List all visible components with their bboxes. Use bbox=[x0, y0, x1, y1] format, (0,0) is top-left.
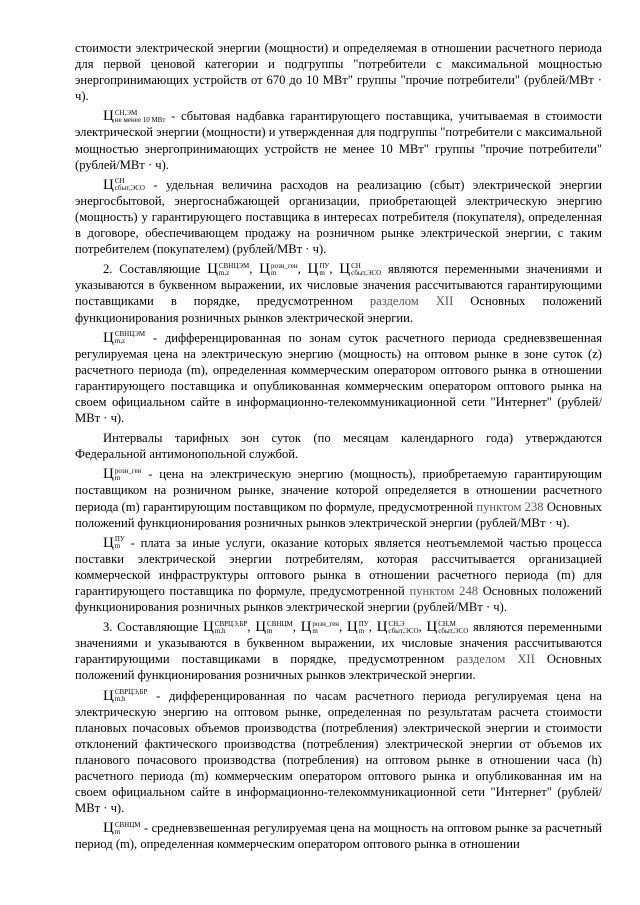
paragraph-4 bbox=[75, 330, 602, 427]
formula-symbol bbox=[203, 619, 247, 635]
text-run: - сбытовая надбавка гарантирующего поставщика, учитываемая в стоимости электрической энергии (мощности) и утвержденная для подгруппы "потребители с максимальной мощностью энергопринимающих устройств не менее 10 МВт" группы "прочие потребители" (рублей/МВт · ч). bbox=[75, 109, 602, 172]
formula-symbol bbox=[103, 535, 125, 551]
symbol-subscript: m,z bbox=[218, 268, 230, 277]
symbol-subscript: сбыт,ЭСО bbox=[438, 626, 469, 635]
paragraph-0 bbox=[75, 40, 602, 104]
text-run: , bbox=[418, 620, 427, 635]
symbol-subscript: m bbox=[267, 626, 273, 635]
formula-symbol bbox=[339, 261, 381, 277]
symbol-superscript: СВНЦМ bbox=[267, 619, 293, 628]
symbol-base: Ц bbox=[103, 466, 114, 483]
formula-symbol bbox=[207, 261, 249, 277]
symbol-superscript: СВРЦЭ,БР bbox=[214, 619, 248, 628]
formula-symbol bbox=[301, 619, 340, 635]
formula-symbol bbox=[103, 108, 165, 124]
symbol-subscript: сбыт,ЭСО bbox=[114, 184, 145, 193]
symbol-base: Ц bbox=[300, 619, 312, 636]
text-run: , bbox=[329, 262, 340, 277]
paragraph-5 bbox=[75, 430, 602, 462]
formula-symbol bbox=[103, 330, 145, 346]
symbol-base: Ц bbox=[103, 820, 114, 837]
symbol-subscript: m bbox=[270, 268, 277, 277]
symbol-superscript: розн_ген bbox=[270, 261, 298, 270]
document-page bbox=[75, 40, 602, 857]
text-run: , bbox=[292, 620, 301, 635]
symbol-base: Ц bbox=[103, 687, 114, 704]
symbol-subscript: m bbox=[114, 827, 121, 836]
symbol-base: Ц bbox=[103, 176, 114, 193]
text-run: Основных положений функционирования розничных рынков электрической энергии (рублей/МВт · ч). bbox=[75, 499, 602, 530]
formula-symbol bbox=[255, 619, 293, 635]
symbol-subscript: сбыт,ЭСО bbox=[351, 268, 382, 277]
symbol-subscript: m bbox=[114, 542, 121, 551]
symbol-superscript: СВНЦЭМ bbox=[114, 330, 146, 339]
symbol-superscript: розн_ген bbox=[114, 466, 142, 475]
symbol-base: Ц bbox=[307, 261, 319, 278]
symbol-superscript: ПУ bbox=[114, 535, 125, 544]
symbol-base: Ц bbox=[255, 619, 267, 636]
symbol-superscript: СН bbox=[114, 177, 125, 186]
text-run: являются переменными значениями и указываются в буквенном выражении, их числовые значения рассчитываются гарантирующими поставщиками в порядке, предусмотренном bbox=[75, 262, 603, 309]
paragraph-3 bbox=[75, 261, 602, 325]
paragraph-6 bbox=[75, 466, 602, 530]
text-run: - цена на электрическую энергию (мощность), приобретаемую гарантирующим поставщиком на розничном рынке, значение которой определяется в отношении расчетного периода (m) гарантирующим поставщиком по формуле, предусмотренной bbox=[75, 467, 602, 514]
symbol-base: Ц bbox=[426, 619, 438, 636]
text-run: Основных положений функционирования розничных рынков электрической энергии. bbox=[75, 294, 602, 325]
text-run: 3. Составляющие bbox=[103, 620, 203, 635]
symbol-base: Ц bbox=[207, 261, 218, 278]
symbol-base: Ц bbox=[376, 619, 388, 636]
paragraph-2 bbox=[75, 177, 602, 257]
formula-symbol bbox=[259, 261, 298, 277]
text-run: 2. Составляющие bbox=[103, 262, 208, 277]
symbol-subscript: m,h bbox=[214, 626, 226, 635]
symbol-subscript: m bbox=[312, 626, 318, 635]
symbol-base: Ц bbox=[103, 108, 114, 125]
formula-symbol bbox=[426, 619, 468, 635]
text-run: стоимости электрической энергии (мощности) и определяемая в отношении расчетного периода для первой ценовой категории и подгруппы "потребители с максимальной мощностью энергопринимающих устройств от 670 до 10 МВт" группы "прочие потребители" (рублей/МВт · ч). bbox=[75, 41, 602, 104]
symbol-subscript: m bbox=[319, 268, 325, 277]
symbol-base: Ц bbox=[339, 261, 351, 278]
symbol-superscript: розн_ген bbox=[312, 619, 340, 628]
formula-symbol bbox=[103, 177, 145, 193]
text-run: - средневзвешенная регулируемая цена на мощность на оптовом рынке за расчетный период (m), определенная коммерческим оператором оптового рынка в отношении bbox=[75, 821, 602, 852]
paragraph-8 bbox=[75, 619, 602, 683]
symbol-superscript: СВРЦЭ,БР bbox=[114, 688, 148, 697]
text-run: - удельная величина расходов на реализацию (сбыт) электрической энергии энергосбытовой, энергоснабжающей организации, приобретающей электрическую энергию (мощность) у гарантирующего поставщика в интересах потребителя (покупателя), определенная в договоре, обеспечивающем продажу на розничном рынке электрической энергии, с таким потребителем (покупателем) (рублей/МВт · ч). bbox=[75, 177, 602, 257]
text-run: Основных положений функционирования розничных рынков электрической энергии (рублей/МВт · ч). bbox=[75, 584, 602, 615]
text-run: , bbox=[368, 620, 377, 635]
law-reference-link[interactable]: разделом XII bbox=[369, 294, 454, 309]
symbol-superscript: ПУ bbox=[358, 619, 369, 628]
text-run: - дифференцированная по часам расчетного периода регулируемая цена на электрическую энергию на оптовом рынке, определенная по результатам расчета стоимости плановых почасовых объемов производства (потребления) электрической энергии и стоимости отклонений фактического производства (потребления) электрической энергии от объемов их планового почасового производства (потребления) на оптовом рынке в отношении часа (h) расчетного периода (m) коммерческим оператором оптового рынка и опубликованная им на своем официальном сайте в информационно-телекоммуникационной сети "Интернет" (рублей/МВт · ч). bbox=[75, 688, 602, 816]
text-run: , bbox=[339, 620, 347, 635]
symbol-subscript: не менее 10 МВт bbox=[114, 115, 166, 124]
symbol-superscript: ПУ bbox=[319, 261, 330, 270]
symbol-subscript: m bbox=[358, 626, 365, 635]
symbol-base: Ц bbox=[259, 261, 270, 278]
formula-symbol bbox=[103, 466, 142, 482]
text-run: являются переменными значениями и указываются в буквенном выражении, их числовые значения рассчитываются гарантирующими поставщиками в порядке, предусмотренном bbox=[75, 620, 602, 667]
paragraph-1 bbox=[75, 108, 602, 172]
symbol-base: Ц bbox=[202, 619, 214, 636]
paragraph-10 bbox=[75, 820, 602, 852]
paragraph-9 bbox=[75, 688, 602, 817]
symbol-subscript: m bbox=[114, 473, 121, 482]
law-reference-link[interactable]: пунктом 238 bbox=[476, 499, 544, 514]
symbol-superscript: СН bbox=[351, 261, 361, 270]
symbol-base: Ц bbox=[103, 534, 114, 551]
symbol-base: Ц bbox=[346, 619, 358, 636]
text-run: - плата за иные услуги, оказание которых является неотъемлемой частью процесса поставки электрической энергии потребителям, которая рассчитывается организацией коммерческой инфраструктуры оптового рынка в отношении расчетного периода (m) для гарантирующего поставщика по формуле, предусмотренной bbox=[75, 535, 602, 598]
symbol-subscript: сбыт,ЭСО bbox=[388, 626, 419, 635]
symbol-superscript: СН,ЭМ bbox=[114, 108, 138, 117]
paragraph-7 bbox=[75, 535, 602, 615]
text-run: , bbox=[297, 262, 308, 277]
text-run: - дифференцированная по зонам суток расчетного периода средневзвешенная регулируемая цена на электрическую энергию (мощность) на оптовом рынке в зоне суток (z) расчетного периода (m), определенная коммерческим оператором оптового рынка в отношении гарантирующего поставщика и опубликованная коммерческим оператором оптового рынка на своем официальном сайте в информационно-телекоммуникационной сети "Интернет" (рублей/МВт · ч). bbox=[75, 330, 602, 426]
law-reference-link[interactable]: разделом XII bbox=[456, 652, 535, 667]
formula-symbol bbox=[377, 619, 419, 635]
formula-symbol bbox=[103, 688, 147, 704]
text-run: , bbox=[249, 262, 260, 277]
symbol-superscript: СВНЦЭМ bbox=[218, 261, 250, 270]
text-run: Основных положений функционирования розничных рынков электрической энергии. bbox=[75, 652, 602, 683]
symbol-subscript: m,h bbox=[114, 695, 126, 704]
symbol-base: Ц bbox=[103, 329, 114, 346]
text-run: Интервалы тарифных зон суток (по месяцам календарного года) утверждаются Федеральной антимонопольной службой. bbox=[75, 431, 602, 462]
formula-symbol bbox=[308, 261, 330, 277]
formula-symbol bbox=[103, 820, 141, 836]
law-reference-link[interactable]: пунктом 248 bbox=[409, 584, 479, 598]
symbol-subscript: m,z bbox=[114, 337, 126, 346]
symbol-superscript: СН,М bbox=[438, 619, 456, 628]
symbol-superscript: СН,Э bbox=[388, 619, 405, 628]
symbol-superscript: СВНЦМ bbox=[114, 820, 141, 829]
formula-symbol bbox=[347, 619, 369, 635]
text-run: , bbox=[247, 620, 256, 635]
